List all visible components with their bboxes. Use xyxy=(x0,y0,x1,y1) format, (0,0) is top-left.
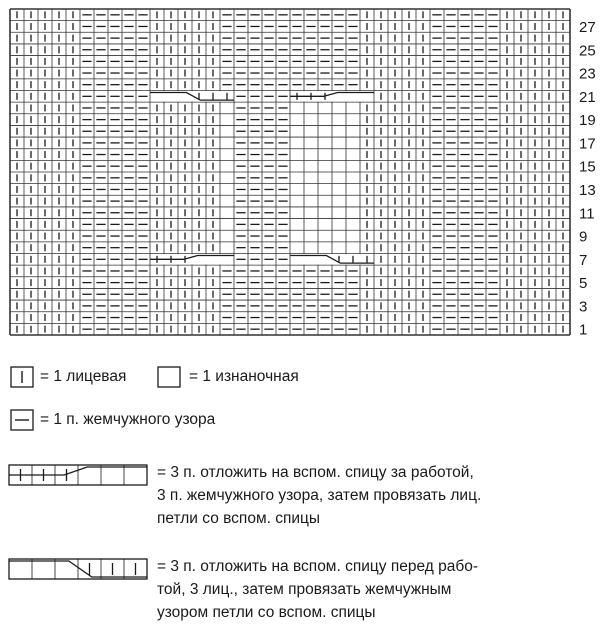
legend-purl-label: = 1 изнаночная xyxy=(189,368,299,385)
row-number: 23 xyxy=(579,65,596,83)
cable-back-symbol-icon xyxy=(8,463,148,487)
seed-symbol-icon xyxy=(10,409,34,431)
row-number: 3 xyxy=(579,298,588,316)
legend-seed-label: = 1 п. жемчужного узора xyxy=(40,411,216,428)
row-number: 7 xyxy=(579,251,588,269)
purl-symbol-icon xyxy=(157,366,181,388)
row-number: 25 xyxy=(579,42,596,60)
legend-cable-back-line-3: петли со вспом. спицы xyxy=(157,510,321,527)
row-number: 19 xyxy=(579,112,596,130)
row-number: 5 xyxy=(579,275,588,293)
row-number: 21 xyxy=(579,88,596,106)
row-number: 15 xyxy=(579,158,596,176)
chart-grid xyxy=(10,9,570,335)
legend-cable-back-line-2: 3 п. жемчужного узора, затем провязать лиц. xyxy=(157,487,482,504)
row-number: 13 xyxy=(579,181,596,199)
row-number: 1 xyxy=(579,321,588,339)
legend-cable-front-line-2: той, 3 лиц., затем провязать жемчужным xyxy=(157,581,452,598)
legend-cable-front-line-3: узором петли со вспом. спицы xyxy=(157,604,376,621)
legend-cable-front-line-1: = 3 п. отложить на вспом. спицу перед рабо- xyxy=(157,558,478,575)
row-number: 9 xyxy=(579,228,588,246)
legend-cable-back-line-1: = 3 п. отложить на вспом. спицу за работой, xyxy=(157,464,474,481)
row-number: 17 xyxy=(579,135,596,153)
knit-symbol-icon xyxy=(10,366,34,388)
row-number: 11 xyxy=(579,205,595,223)
cable-front-symbol-icon xyxy=(8,557,148,581)
row-numbers xyxy=(579,19,596,339)
legend-knit-label: = 1 лицевая xyxy=(40,368,127,385)
row-number: 27 xyxy=(579,18,596,36)
